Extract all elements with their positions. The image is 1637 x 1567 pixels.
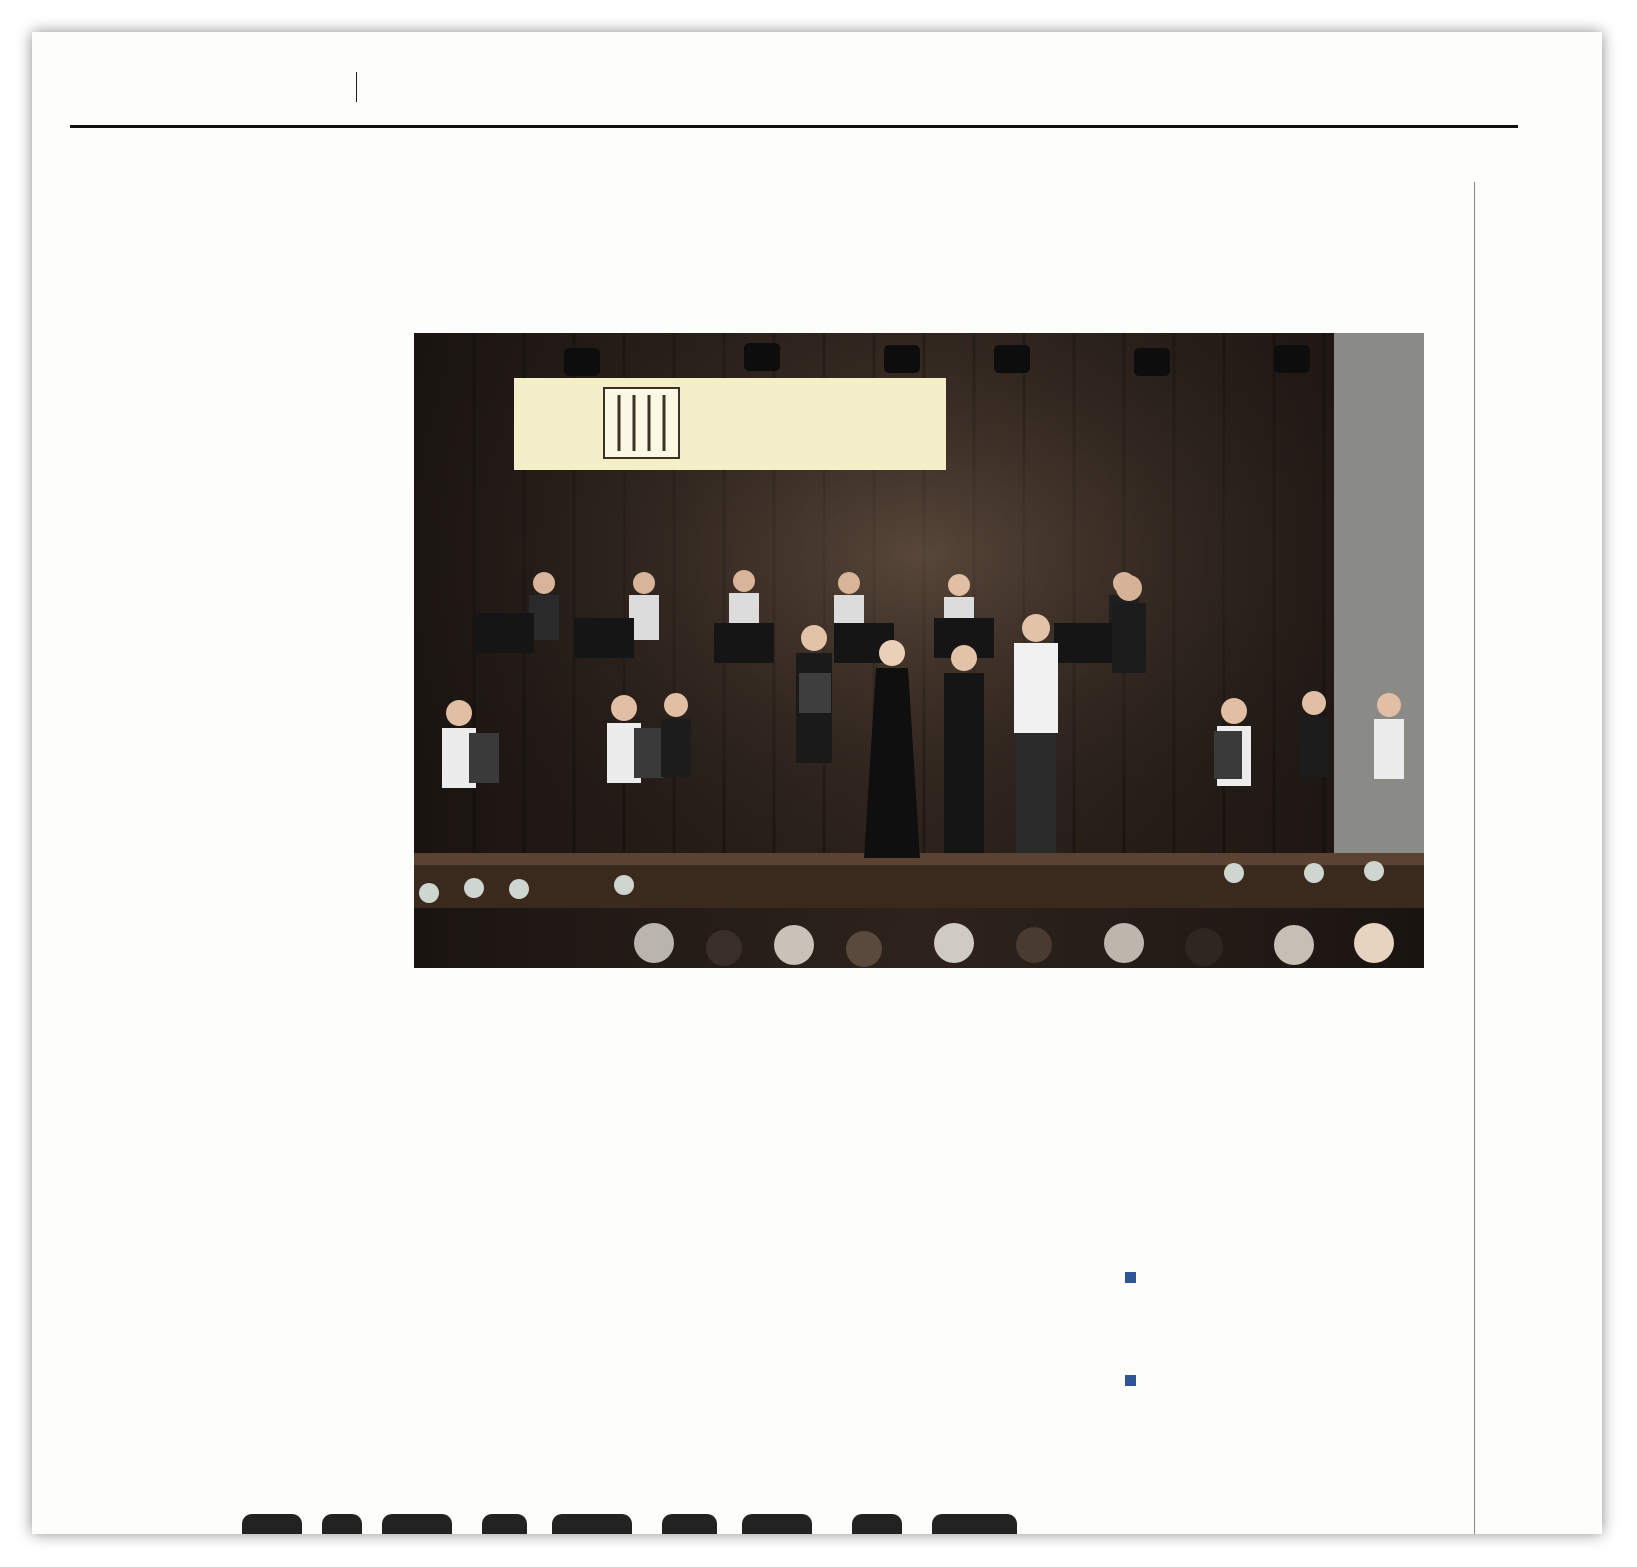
orchestra-banner <box>514 378 946 470</box>
square-bullet-icon <box>1125 1272 1136 1283</box>
accordion-logo <box>604 388 679 458</box>
header-separator <box>356 72 357 102</box>
column-1-top <box>72 656 397 1036</box>
next-headline-fragment <box>232 1492 1132 1534</box>
column-4 <box>1100 1036 1425 1191</box>
column-3 <box>757 1036 1082 1506</box>
infobox-item-1 <box>1125 1269 1400 1290</box>
concert-photo <box>414 333 1424 968</box>
square-bullet-icon <box>1125 1375 1136 1386</box>
column-2 <box>414 1036 739 1506</box>
column-1-bottom <box>72 1114 397 1509</box>
infobox-item-2 <box>1125 1372 1400 1393</box>
stage-front <box>414 863 1424 908</box>
page-header <box>74 68 1514 130</box>
header-rule <box>70 125 1518 128</box>
side-wall <box>1334 333 1424 893</box>
column-rule <box>1474 182 1475 1534</box>
newspaper-page <box>32 32 1602 1534</box>
concert-photo-image <box>414 333 1424 968</box>
